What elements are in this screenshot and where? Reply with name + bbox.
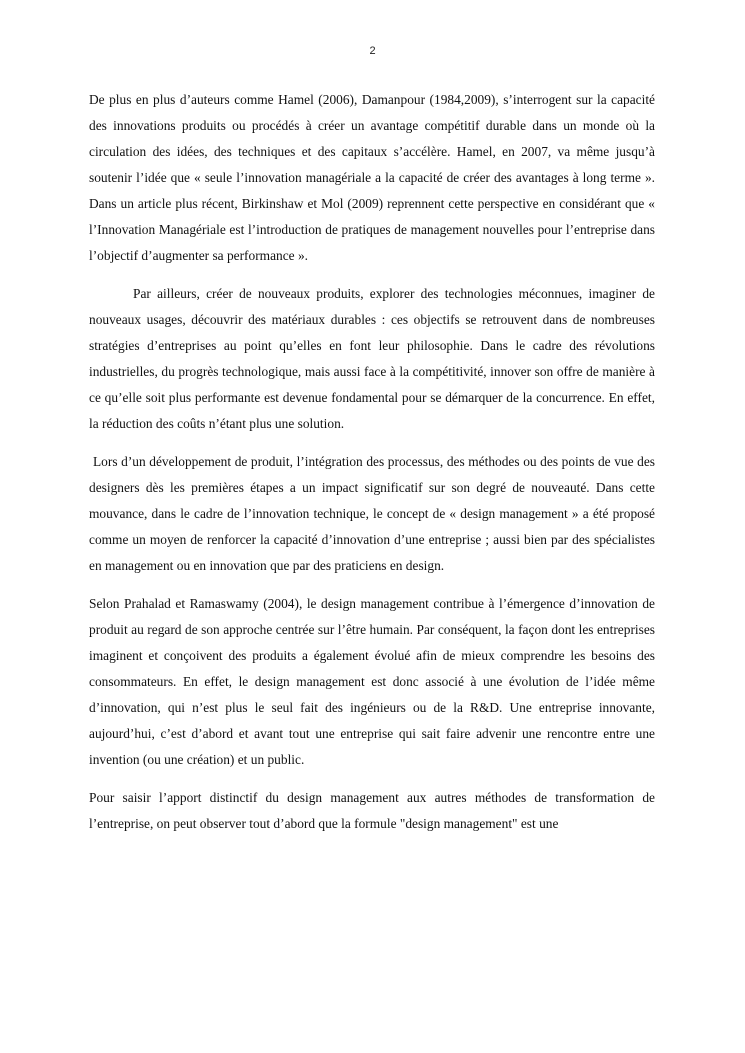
paragraph-new-products: Par ailleurs, créer de nouveaux produits, explorer des technologies méconnues, imaginer de nouveaux usages, découvrir des matériaux durables : ces objectifs se retrouvent dans de nombreuses stratégies d’entreprises au point qu’elles en font leur philosophie. Dans le cadre des révolutions industrielles, du progrès technologique, mais aussi face à la compétitivité, innover son offre de manière à ce qu’elle soit plus performante est devenue fondamental pour se démarquer de la concurrence. En effet, la réduction des coûts n’étant plus une solution.	[89, 286, 655, 431]
paragraph-product-development: Lors d’un développement de produit, l’intégration des processus, des méthodes ou des points de vue des designers dès les premières étapes a un impact significatif sur son degré de nouveauté. Dans cette mouvance, dans le cadre de l’innovation technique, le concept de « design management » a été proposé comme un moyen de renforcer la capacité d’innovation d’une entreprise ; aussi bien par des spécialistes en management ou en innovation que par des praticiens en design.	[89, 454, 655, 573]
body-text	[89, 87, 655, 849]
page-number: 2	[369, 45, 376, 57]
paragraph-design-management-contribution: Pour saisir l’apport distinctif du design management aux autres méthodes de transformation de l’entreprise, on peut observer tout d’abord que la formule "design management" est une	[89, 790, 655, 831]
paragraph-hamel-damanpour: De plus en plus d’auteurs comme Hamel (2006), Damanpour (1984,2009), s’interrogent sur la capacité des innovations produits ou procédés à créer un avantage compétitif durable dans un monde où la circulation des idées, des techniques et des capitaux s’accélère. Hamel, en 2007, va même jusqu’à soutenir l’idée que « seule l’innovation managériale a la capacité de créer des avantages à long terme ». Dans un article plus récent, Birkinshaw et Mol (2009) reprennent cette perspective en considérant que « l’Innovation Managériale est l’introduction de pratiques de management nouvelles pour l’entreprise dans l’objectif d’augmenter sa performance ».	[89, 92, 655, 263]
paragraph-prahalad-ramaswamy: Selon Prahalad et Ramaswamy (2004), le design management contribue à l’émergence d’innovation de produit au regard de son approche centrée sur l’être humain. Par conséquent, la façon dont les entreprises imaginent et conçoivent des produits a également évolué afin de mieux comprendre les besoins des consommateurs. En effet, le design management est donc associé à une évolution de l’idée même d’innovation, qui n’est plus le seul fait des ingénieurs ou de la R&D. Une entreprise innovante, aujourd’hui, c’est d’abord et avant tout une entreprise qui sait faire advenir une rencontre entre une invention (ou une création) et un public.	[89, 596, 655, 767]
